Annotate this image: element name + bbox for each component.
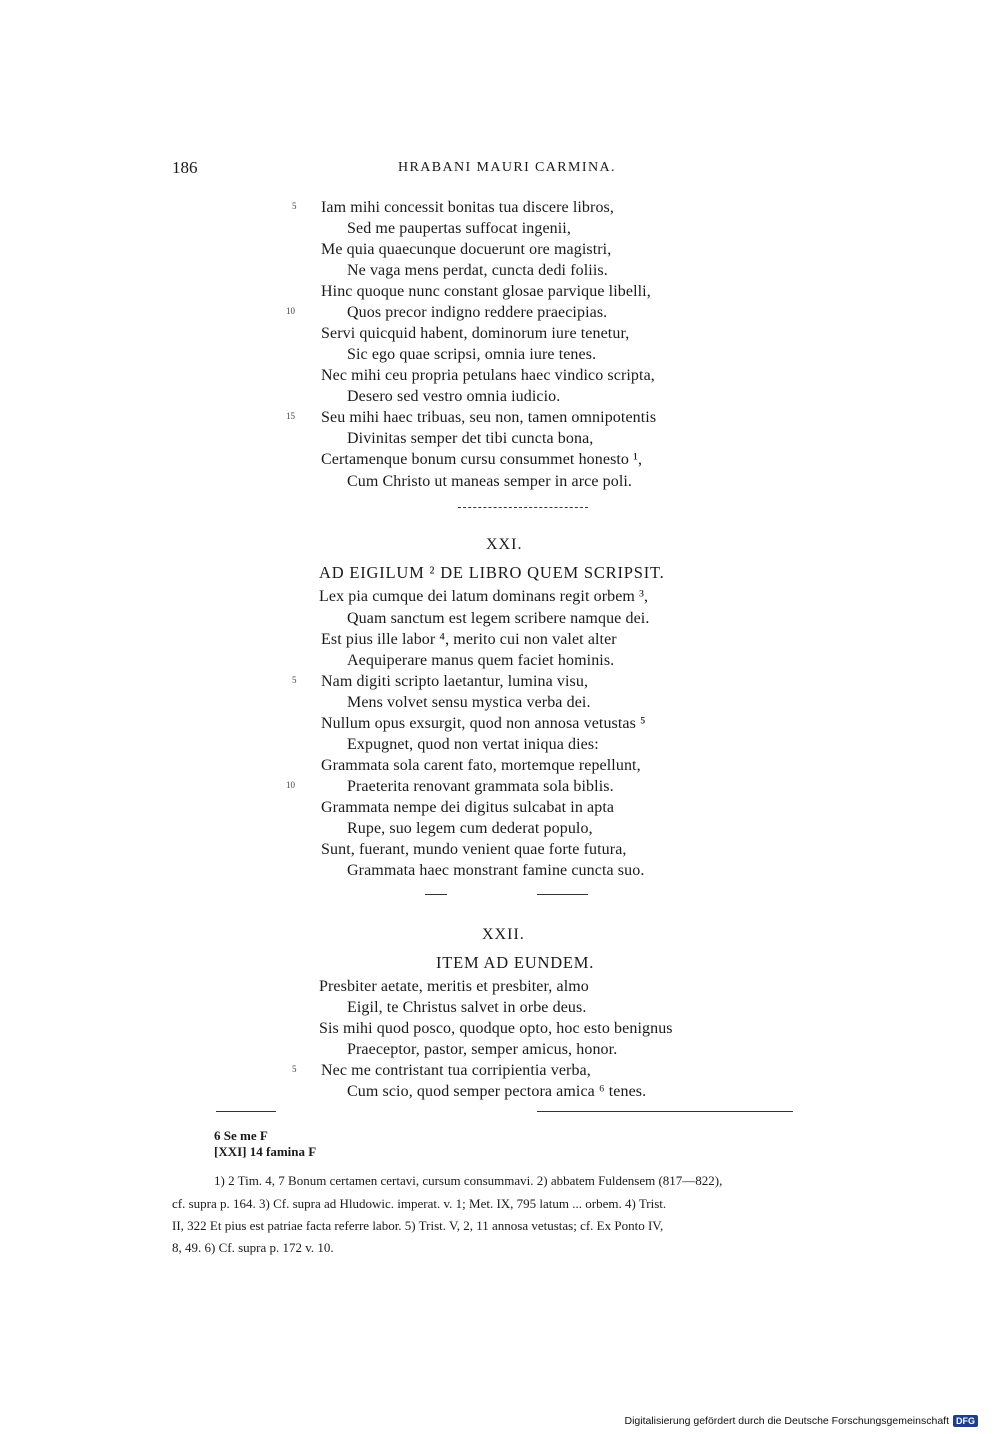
verse-line: Sic ego quae scripsi, omnia iure tenes. — [347, 346, 597, 363]
section-number: XXII. — [482, 926, 525, 943]
verse-line: Cum scio, quod semper pectora amica ⁶ tenes. — [347, 1083, 647, 1100]
section-divider — [537, 894, 588, 895]
verse-line: Divinitas semper det tibi cuncta bona, — [347, 430, 594, 447]
apparatus-rule — [216, 1111, 276, 1112]
verse-line: Grammata nempe dei digitus sulcabat in apta — [321, 799, 615, 816]
verse-line: Rupe, suo legem cum dederat populo, — [347, 820, 593, 837]
line-number: 5 — [292, 1064, 297, 1074]
line-number: 10 — [286, 780, 295, 790]
dfg-logo-icon: DFG — [953, 1415, 978, 1427]
section-title: AD EIGILUM ² DE LIBRO QUEM SCRIPSIT. — [319, 563, 665, 582]
verse-line: Grammata sola carent fato, mortemque repellunt, — [321, 757, 641, 774]
verse-line: Praeceptor, pastor, semper amicus, honor. — [347, 1041, 618, 1058]
verse-line: Lex pia cumque dei latum dominans regit orbem ³, — [319, 588, 649, 605]
verse-line: Est pius ille labor ⁴, merito cui non valet alter — [321, 631, 617, 648]
verse-line: Sis mihi quod posco, quodque opto, hoc esto benignus — [319, 1020, 673, 1037]
verse-line: Sed me paupertas suffocat ingenii, — [347, 220, 571, 237]
verse-line: Me quia quaecunque docuerunt ore magistri, — [321, 241, 612, 258]
footer-text: Digitalisierung gefördert durch die Deutsche Forschungsgemeinschaft — [624, 1415, 949, 1427]
section-title: ITEM AD EUNDEM. — [436, 953, 595, 972]
verse-line: Nam digiti scripto laetantur, lumina visu, — [321, 673, 589, 690]
footnote-line: cf. supra p. 164. 3) Cf. supra ad Hludowic. imperat. v. 1; Met. IX, 795 latum ... orbem. 4) Trist. — [172, 1196, 667, 1211]
verse-line: Sunt, fuerant, mundo venient quae forte futura, — [321, 841, 627, 858]
apparatus-line: 6 Se me F — [214, 1128, 268, 1143]
verse-line: Expugnet, quod non vertat iniqua dies: — [347, 736, 599, 753]
verse-line: Cum Christo ut maneas semper in arce poli. — [347, 473, 633, 490]
verse-line: Quam sanctum est legem scribere namque dei. — [347, 610, 650, 627]
verse-line: Nec mihi ceu propria petulans haec vindico scripta, — [321, 367, 655, 384]
verse-line: Nullum opus exsurgit, quod non annosa vetustas ⁵ — [321, 715, 646, 732]
apparatus-rule — [537, 1111, 793, 1112]
running-title: HRABANI MAURI CARMINA. — [398, 160, 616, 175]
footnote-line: II, 322 Et pius est patriae facta referre labor. 5) Trist. V, 2, 11 annosa vetustas; cf. Ex Ponto IV, — [172, 1218, 664, 1233]
digitization-footer — [624, 1415, 978, 1427]
page-number: 186 — [172, 158, 198, 177]
footnote-line: 1) 2 Tim. 4, 7 Bonum certamen certavi, cursum consummavi. 2) abbatem Fuldensem (817—822), — [214, 1173, 723, 1188]
verse-line: Praeterita renovant grammata sola biblis. — [347, 778, 614, 795]
section-divider — [425, 894, 447, 895]
verse-line: Servi quicquid habent, dominorum iure tenetur, — [321, 325, 630, 342]
verse-line: Certamenque bonum cursu consummet honesto ¹, — [321, 451, 643, 468]
verse-line: Iam mihi concessit bonitas tua discere libros, — [321, 199, 614, 216]
apparatus-line: [XXI] 14 famina F — [214, 1144, 317, 1159]
footnote-line: 8, 49. 6) Cf. supra p. 172 v. 10. — [172, 1240, 334, 1255]
verse-line: Hinc quoque nunc constant glosae parvique libelli, — [321, 283, 651, 300]
verse-line: Quos precor indigno reddere praecipias. — [347, 304, 608, 321]
line-number: 5 — [292, 675, 297, 685]
section-divider — [458, 507, 588, 509]
section-number: XXI. — [486, 536, 523, 553]
verse-line: Seu mihi haec tribuas, seu non, tamen omnipotentis — [321, 409, 657, 426]
line-number: 15 — [286, 411, 295, 421]
verse-line: Aequiperare manus quem faciet hominis. — [347, 652, 615, 669]
verse-line: Nec me contristant tua corripientia verba, — [321, 1062, 591, 1079]
line-number: 10 — [286, 306, 295, 316]
verse-line: Ne vaga mens perdat, cuncta dedi foliis. — [347, 262, 608, 279]
verse-line: Grammata haec monstrant famine cuncta suo. — [347, 862, 645, 879]
verse-line: Eigil, te Christus salvet in orbe deus. — [347, 999, 587, 1016]
verse-line: Desero sed vestro omnia iudicio. — [347, 388, 561, 405]
verse-line: Mens volvet sensu mystica verba dei. — [347, 694, 591, 711]
verse-line: Presbiter aetate, meritis et presbiter, almo — [319, 978, 589, 995]
line-number: 5 — [292, 201, 297, 211]
